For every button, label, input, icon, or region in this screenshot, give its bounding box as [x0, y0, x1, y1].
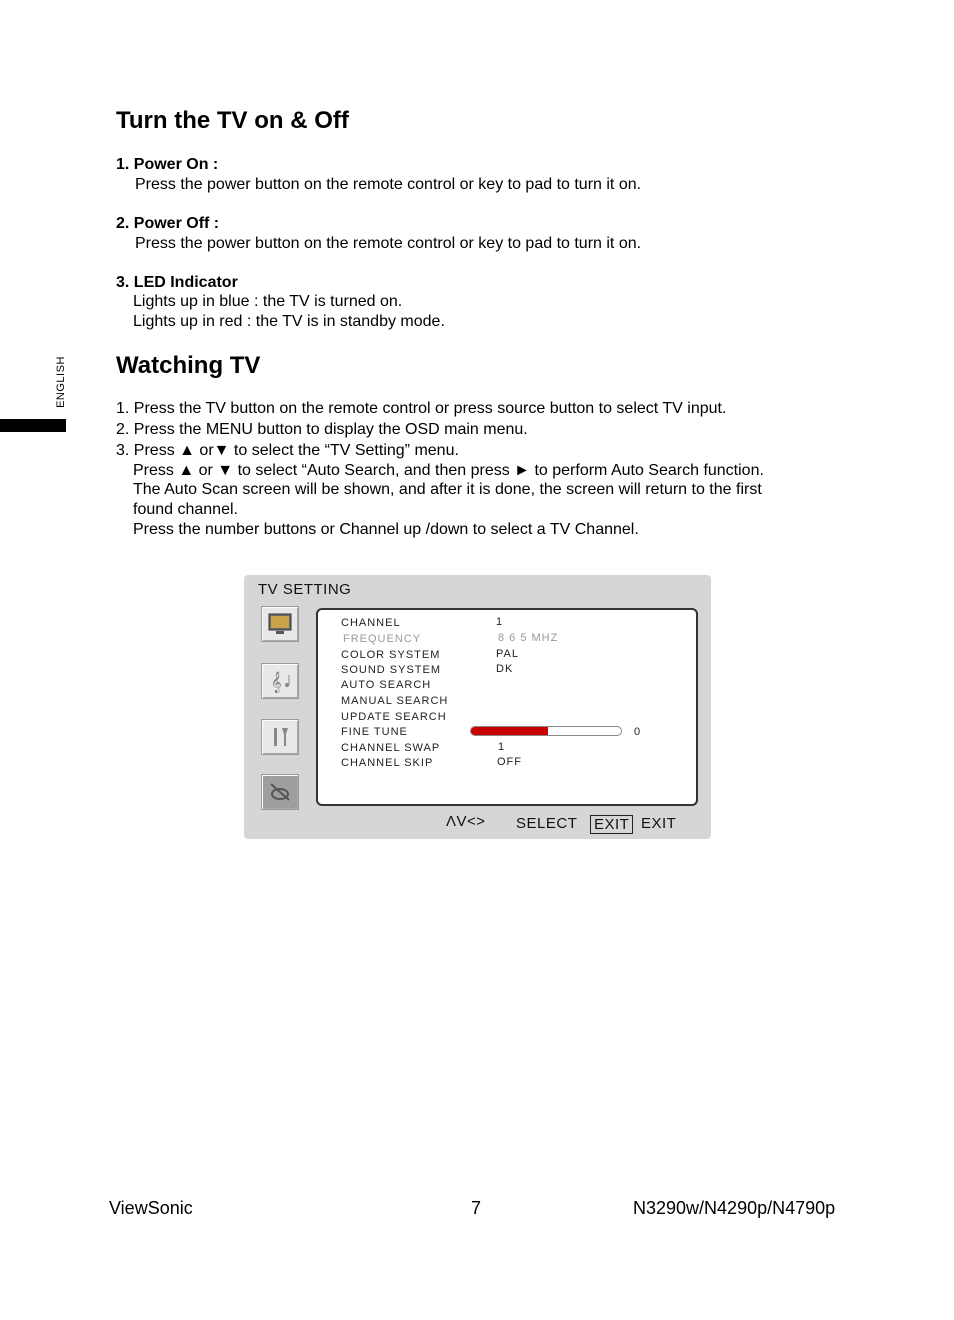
menu-item-channel-swap[interactable]: CHANNEL SWAP	[341, 742, 441, 754]
led-red-text: Lights up in red : the TV is in standby mode.	[133, 313, 445, 330]
step-3-detail-1: Press ▲ or ▼ to select “Auto Search, and then press ► to perform Auto Search function.	[133, 462, 764, 479]
step-1: 1. Press the TV button on the remote control or press source button to select TV input.	[116, 400, 727, 417]
language-marker-bar	[0, 419, 66, 432]
channel-value: 1	[496, 616, 504, 628]
menu-item-auto-search[interactable]: AUTO SEARCH	[341, 679, 432, 691]
exit-key-icon: EXIT	[590, 815, 633, 834]
tv-setting-osd	[244, 575, 711, 839]
menu-item-color-system[interactable]: COLOR SYSTEM	[341, 649, 441, 661]
select-hint: SELECT	[516, 815, 578, 832]
picture-icon[interactable]	[261, 606, 299, 642]
fine-tune-slider[interactable]	[470, 726, 622, 736]
section-title-watching: Watching TV	[116, 352, 261, 379]
menu-item-manual-search[interactable]: MANUAL SEARCH	[341, 695, 449, 707]
fine-tune-value: 0	[634, 726, 641, 738]
tools-icon[interactable]	[261, 719, 299, 755]
step-3-detail-2: The Auto Scan screen will be shown, and after it is done, the screen will return to the first	[133, 481, 762, 498]
power-on-label: 1. Power On :	[116, 156, 219, 173]
power-off-label: 2. Power Off :	[116, 215, 220, 232]
step-3-detail-3: found channel.	[133, 501, 238, 518]
fine-tune-slider-fill	[471, 727, 548, 735]
nav-keys-hint: ΛV<>	[446, 813, 486, 830]
step-3: 3. Press ▲ or▼ to select the “TV Setting” menu.	[116, 442, 459, 459]
language-tab	[52, 352, 68, 414]
menu-item-update-search[interactable]: UPDATE SEARCH	[341, 711, 447, 723]
menu-item-sound-system[interactable]: SOUND SYSTEM	[341, 664, 442, 676]
sound-system-value: DK	[496, 663, 514, 675]
power-off-text: Press the power button on the remote control or key to pad to turn it on.	[135, 235, 642, 252]
svg-text:𝄞: 𝄞	[271, 672, 282, 693]
menu-item-fine-tune[interactable]: FINE TUNE	[341, 726, 408, 738]
sound-icon[interactable]	[261, 663, 299, 699]
tv-setting-icon[interactable]	[261, 774, 299, 810]
section-title-power: Turn the TV on & Off	[116, 107, 349, 134]
footer-models: N3290w/N4290p/N4790p	[633, 1198, 836, 1218]
led-blue-text: Lights up in blue : the TV is turned on.	[133, 293, 403, 310]
menu-item-frequency: FREQUENCY	[343, 633, 422, 645]
led-indicator-label: 3. LED Indicator	[116, 274, 238, 291]
menu-item-channel[interactable]: CHANNEL	[341, 617, 401, 629]
channel-skip-value: OFF	[497, 756, 522, 768]
menu-item-channel-skip[interactable]: CHANNEL SKIP	[341, 757, 434, 769]
step-3-detail-4: Press the number buttons or Channel up /down to select a TV Channel.	[133, 521, 639, 538]
osd-title: TV SETTING	[258, 581, 352, 598]
power-on-text: Press the power button on the remote control or key to pad to turn it on.	[135, 176, 642, 193]
footer-brand: ViewSonic	[109, 1198, 193, 1218]
channel-swap-value: 1	[498, 741, 506, 753]
footer-page-number: 7	[471, 1198, 482, 1218]
step-2: 2. Press the MENU button to display the OSD main menu.	[116, 421, 528, 438]
language-label: ENGLISH	[55, 356, 67, 408]
exit-hint: EXIT	[641, 815, 677, 832]
frequency-value: 8 6 5 MHZ	[498, 632, 559, 644]
color-system-value: PAL	[496, 648, 519, 660]
osd-menu-panel	[316, 608, 698, 806]
